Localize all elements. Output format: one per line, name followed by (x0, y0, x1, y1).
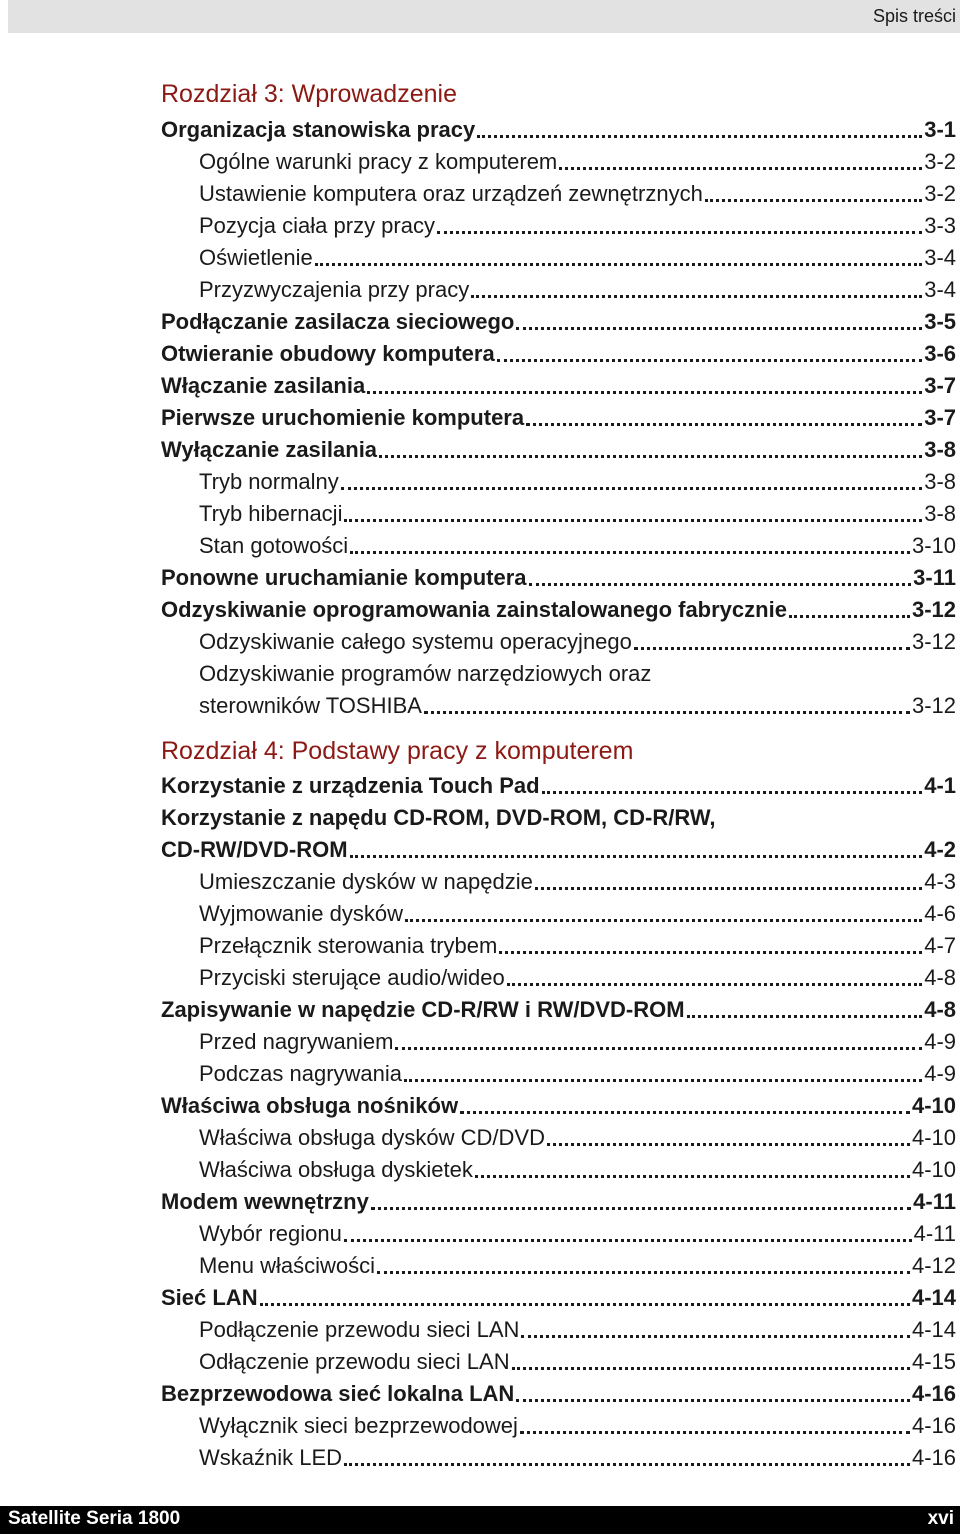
toc-entry[interactable]: Bezprzewodowa sieć lokalna LAN 4-16 (161, 1381, 956, 1406)
toc-entry[interactable]: Zapisywanie w napędzie CD-R/RW i RW/DVD-ROM 4-8 (161, 997, 956, 1022)
page-footer (0, 1506, 960, 1534)
toc-entry[interactable]: Menu właściwości 4-12 (199, 1253, 956, 1278)
toc-entry[interactable]: Ogólne warunki pracy z komputerem 3-2 (199, 149, 956, 174)
toc-entry[interactable]: Organizacja stanowiska pracy 3-1 (161, 117, 956, 142)
toc-entry[interactable]: Włączanie zasilania 3-7 (161, 373, 956, 398)
toc-entry[interactable]: Wyłącznik sieci bezprzewodowej 4-16 (199, 1413, 956, 1438)
toc-entry[interactable]: Tryb normalny 3-8 (199, 469, 956, 494)
toc-entry-line[interactable]: Korzystanie z napędu CD-ROM, DVD-ROM, CD-R/RW, (161, 805, 716, 830)
toc-entry-line[interactable]: Odzyskiwanie programów narzędziowych oraz (199, 661, 652, 686)
toc-entry[interactable]: Przyciski sterujące audio/wideo 4-8 (199, 965, 956, 990)
toc-entry[interactable]: Odzyskiwanie oprogramowania zainstalowanego fabrycznie 3-12 (161, 597, 956, 622)
footer-product: Satellite Seria 1800 (8, 1508, 181, 1529)
toc-entry[interactable]: Podłączanie zasilacza sieciowego 3-5 (161, 309, 956, 334)
chapter-4-heading: Rozdział 4: Podstawy pracy z komputerem (161, 737, 634, 765)
toc-entry[interactable]: Przełącznik sterowania trybem 4-7 (199, 933, 956, 958)
toc-entry[interactable]: Podczas nagrywania 4-9 (199, 1061, 956, 1086)
toc-entry[interactable]: Odzyskiwanie całego systemu operacyjnego 3-12 (199, 629, 956, 654)
toc-entry[interactable]: Wybór regionu 4-11 (199, 1221, 956, 1246)
toc-entry[interactable]: Ustawienie komputera oraz urządzeń zewnętrznych 3-2 (199, 181, 956, 206)
toc-entry[interactable]: Wyłączanie zasilania 3-8 (161, 437, 956, 462)
toc-entry[interactable]: Korzystanie z urządzenia Touch Pad 4-1 (161, 773, 956, 798)
toc-entry[interactable]: Przed nagrywaniem 4-9 (199, 1029, 956, 1054)
toc-entry[interactable]: Podłączenie przewodu sieci LAN 4-14 (199, 1317, 956, 1342)
toc-entry[interactable]: Otwieranie obudowy komputera 3-6 (161, 341, 956, 366)
toc-entry[interactable]: Właściwa obsługa dysków CD/DVD 4-10 (199, 1125, 956, 1150)
toc-entry[interactable]: Wskaźnik LED 4-16 (199, 1445, 956, 1470)
toc-entry[interactable]: Wyjmowanie dysków 4-6 (199, 901, 956, 926)
toc-entry[interactable]: Właściwa obsługa nośników 4-10 (161, 1093, 956, 1118)
toc-entry[interactable]: Umieszczanie dysków w napędzie 4-3 (199, 869, 956, 894)
toc-entry[interactable]: Oświetlenie 3-4 (199, 245, 956, 270)
toc-entry[interactable]: Ponowne uruchamianie komputera 3-11 (161, 565, 956, 590)
toc-entry[interactable]: sterowników TOSHIBA 3-12 (199, 693, 956, 718)
page-header (8, 0, 960, 33)
toc-entry[interactable]: Pierwsze uruchomienie komputera 3-7 (161, 405, 956, 430)
toc-entry[interactable]: Sieć LAN 4-14 (161, 1285, 956, 1310)
toc-entry[interactable]: Pozycja ciała przy pracy 3-3 (199, 213, 956, 238)
chapter-3-heading: Rozdział 3: Wprowadzenie (161, 80, 457, 108)
toc-entry[interactable]: Właściwa obsługa dyskietek 4-10 (199, 1157, 956, 1182)
toc-entry[interactable]: Odłączenie przewodu sieci LAN 4-15 (199, 1349, 956, 1374)
toc-entry[interactable]: Modem wewnętrzny 4-11 (161, 1189, 956, 1214)
header-title: Spis treści (872, 6, 956, 26)
toc-entry[interactable]: Stan gotowości 3-10 (199, 533, 956, 558)
footer-page-number: xvi (927, 1508, 954, 1529)
toc-entry[interactable]: Tryb hibernacji 3-8 (199, 501, 956, 526)
toc-entry[interactable]: Przyzwyczajenia przy pracy 3-4 (199, 277, 956, 302)
toc-entry[interactable]: CD-RW/DVD-ROM 4-2 (161, 837, 956, 862)
